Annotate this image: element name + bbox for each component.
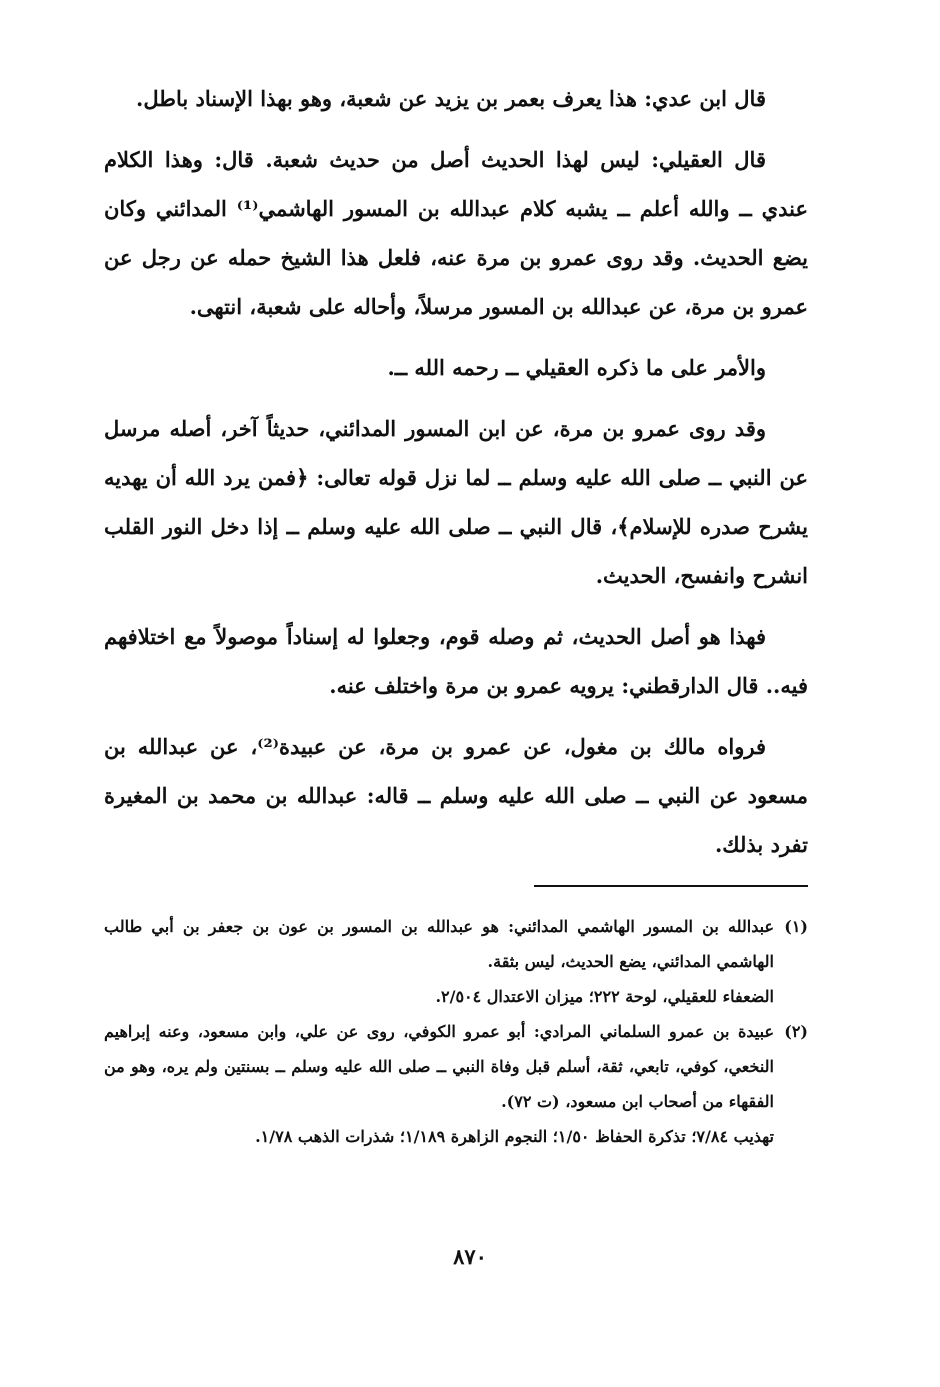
footnote-body [104, 909, 774, 1014]
footnote-1 [104, 909, 808, 1014]
footnote-source: تهذيب ٧/٨٤؛ تذكرة الحفاظ ١/٥٠؛ النجوم الزاهرة ١/١٨٩؛ شذرات الذهب ١/٧٨. [255, 1127, 774, 1146]
paragraph: قال العقيلي: ليس لهذا الحديث أصل من حديث شعبة. قال: وهذا الكلام عندي ــ والله أعلم ــ يشبه كلام عبدالله بن المسور الهاشمي⁽¹⁾ المدائني وكان يضع الحديث. وقد روى عمرو بن مرة عنه، فلعل هذا الشيخ حمله عن رجل عن عمرو بن مرة، عن عبدالله بن المسور مرسلاً، وأحاله على شعبة، انتهى. [104, 147, 808, 319]
paragraph: قال ابن عدي: هذا يعرف بعمر بن يزيد عن شعبة، وهو بهذا الإسناد باطل. [136, 86, 766, 111]
paragraph: وقد روى عمرو بن مرة، عن ابن المسور المدائني، حديثاً آخر، أصله مرسل عن النبي ــ صلى الله عليه وسلم ــ لما نزل قوله تعالى: ﴿فمن يرد الله أن يهديه يشرح صدره للإسلام﴾، قال النبي ــ صلى الله عليه وسلم ــ إذا دخل النور القلب انشرح وانفسح، الحديث. [104, 416, 808, 588]
document-page [104, 74, 808, 1154]
page-number: ٨٧٠ [453, 1244, 487, 1269]
paragraph: فرواه مالك بن مغول، عن عمرو بن مرة، عن عبيدة⁽²⁾، عن عبدالله بن مسعود عن النبي ــ صلى الله عليه وسلم ــ قاله: عبدالله بن محمد بن المغيرة تفرد بذلك. [104, 734, 808, 857]
footnote-marker: (١) [784, 917, 808, 936]
paragraph: والأمر على ما ذكره العقيلي ــ رحمه الله ــ. [387, 355, 766, 380]
footnote-source: الضعفاء للعقيلي، لوحة ٢٢٢؛ ميزان الاعتدال ٢/٥٠٤. [435, 987, 774, 1006]
footnote-text: عبيدة بن عمرو السلماني المرادي: أبو عمرو الكوفي، روى عن علي، وابن مسعود، وعنه إبراهيم النخعي، كوفي، تابعي، ثقة، أسلم قبل وفاة النبي ــ صلى الله عليه وسلم ــ بسنتين ولم يره، وهو من الفقهاء من أصحاب ابن مسعود، (ت ٧٢). [104, 1022, 774, 1111]
footnote-2 [104, 1014, 808, 1154]
footnote-separator [534, 885, 808, 887]
footnote-text: عبدالله بن المسور الهاشمي المدائني: هو عبدالله بن المسور بن عون بن جعفر بن أبي طالب الهاشمي المدائني، يضع الحديث، ليس بثقة. [104, 917, 774, 971]
footnote-body [104, 1014, 774, 1154]
footnote-marker: (٢) [784, 1022, 808, 1041]
footnotes [104, 909, 808, 1154]
paragraph: فهذا هو أصل الحديث، ثم وصله قوم، وجعلوا له إسناداً موصولاً مع اختلافهم فيه.. قال الدارقطني: يرويه عمرو بن مرة واختلف عنه. [104, 624, 808, 698]
main-text [104, 74, 808, 869]
